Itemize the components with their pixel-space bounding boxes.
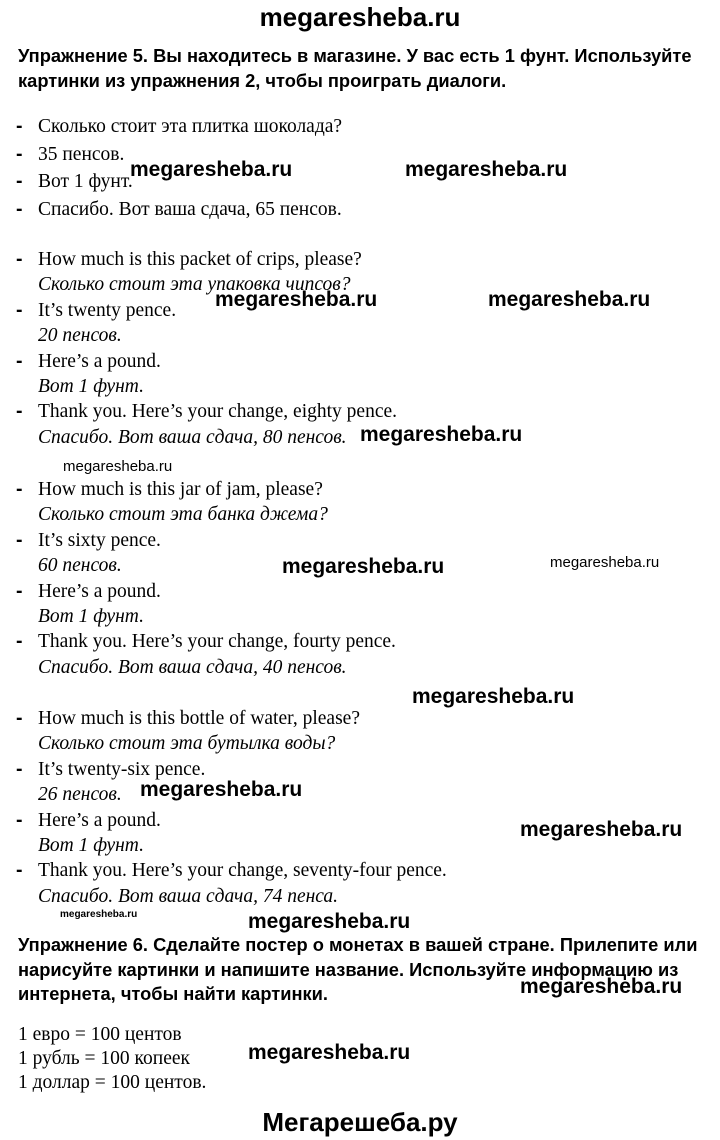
heading-line: Упражнение 6. Сделайте постер о монетах в вашей стране. Прилепите или xyxy=(18,934,698,955)
watermark: megaresheba.ru xyxy=(282,555,445,578)
dash-marker: - xyxy=(16,248,23,270)
dash-marker: - xyxy=(16,630,23,653)
watermark: megaresheba.ru xyxy=(140,778,303,801)
exercise-5-heading xyxy=(18,43,692,93)
dialog-line-english xyxy=(16,247,397,272)
dialog-line-english xyxy=(16,808,447,833)
dialog-line-english xyxy=(16,858,447,883)
dash-marker: - xyxy=(16,197,23,220)
heading-line: картинки из упражнения 2, чтобы проиграть диалоги. xyxy=(18,70,507,91)
line-text: It’s twenty pence. xyxy=(38,299,177,321)
heading-line: Упражнение 5. Вы находитесь в магазине. У вас есть 1 фунт. Используйте xyxy=(18,45,692,66)
dash-marker: - xyxy=(16,808,23,831)
dialog-line-translation: Вот 1 фунт. xyxy=(38,605,144,627)
dash-marker: - xyxy=(16,170,23,192)
watermark-small: megaresheba.ru xyxy=(63,458,173,475)
line-text: Thank you. Here’s your change, fourty pence. xyxy=(38,631,396,653)
dialog-line-english xyxy=(16,528,396,553)
line-text: How much is this jar of jam, please? xyxy=(38,479,323,500)
line-text: 35 пенсов. xyxy=(38,143,125,165)
dash-marker: - xyxy=(16,707,23,729)
conversion-line: 1 доллар = 100 центов. xyxy=(18,1072,207,1093)
dash-marker: - xyxy=(16,298,23,321)
dialog-line-translation: Сколько стоит эта бутылка воды? xyxy=(38,733,336,755)
dialog-line-english xyxy=(16,629,396,654)
dialog-line xyxy=(16,113,342,141)
line-text: Thank you. Here’s your change, eighty pence. xyxy=(38,401,397,423)
dialog-line-translation: 60 пенсов. xyxy=(38,555,122,577)
dash-marker: - xyxy=(16,349,23,372)
dialog-line-translation: Сколько стоит эта упаковка чипсов? xyxy=(38,274,351,296)
line-text: Сколько стоит эта плитка шоколада? xyxy=(38,116,343,137)
dash-marker: - xyxy=(16,400,23,423)
line-text: How much is this bottle of water, please? xyxy=(38,708,360,729)
watermark-small: megaresheba.ru xyxy=(550,554,660,571)
line-text: It’s twenty-six pence. xyxy=(38,758,206,780)
dialog-line-english xyxy=(16,706,447,731)
dialog-line xyxy=(16,196,342,224)
dialog-line-translation: 26 пенсов. xyxy=(38,784,122,806)
line-text: Спасибо. Вот ваша сдача, 65 пенсов. xyxy=(38,198,342,220)
line-text: Вот 1 фунт. xyxy=(38,171,133,192)
dialog-line-translation: 20 пенсов. xyxy=(38,325,122,347)
site-header: megaresheba.ru xyxy=(259,2,461,32)
dialog-line-translation: Спасибо. Вот ваша сдача, 74 пенса. xyxy=(38,885,339,907)
dialog-line-english xyxy=(16,579,396,604)
watermark: megaresheba.ru xyxy=(360,423,523,446)
dash-marker: - xyxy=(16,757,23,780)
dialog-line-translation: Спасибо. Вот ваша сдача, 80 пенсов. xyxy=(38,426,347,448)
dash-marker: - xyxy=(16,142,23,165)
dialog-line-english xyxy=(16,477,396,502)
dialog-line-translation: Спасибо. Вот ваша сдача, 40 пенсов. xyxy=(38,656,347,678)
conversion-line: 1 евро = 100 центов xyxy=(18,1024,182,1045)
dialog-line-translation: Сколько стоит эта банка джема? xyxy=(38,504,328,526)
dialog-line-translation: Вот 1 фунт. xyxy=(38,375,144,397)
line-text: How much is this packet of crips, please? xyxy=(38,249,362,270)
watermark: megaresheba.ru xyxy=(412,685,575,708)
heading-line: интернета, чтобы найти картинки. xyxy=(18,983,328,1004)
watermark: megaresheba.ru xyxy=(405,158,568,181)
line-text: It’s sixty pence. xyxy=(38,529,161,551)
line-text: Here’s a pound. xyxy=(38,580,161,602)
watermark: megaresheba.ru xyxy=(488,288,651,311)
currency-conversions xyxy=(18,1023,206,1095)
line-text: Here’s a pound. xyxy=(38,350,161,372)
dash-marker: - xyxy=(16,859,23,882)
heading-line: нарисуйте картинки и напишите название. Используйте информацию из xyxy=(18,958,679,980)
dialog-crisps xyxy=(16,247,397,450)
watermark: megaresheba.ru xyxy=(215,288,378,311)
dash-marker: - xyxy=(16,115,23,137)
dialog-line-translation: Вот 1 фунт. xyxy=(38,834,144,856)
watermark: megaresheba.ru xyxy=(520,975,683,998)
line-text: Here’s a pound. xyxy=(38,809,161,831)
watermark: megaresheba.ru xyxy=(130,158,293,181)
dash-marker: - xyxy=(16,528,23,551)
dialog-line-english xyxy=(16,399,397,424)
dialog-line-english xyxy=(16,349,397,374)
dash-marker: - xyxy=(16,478,23,500)
conversion-line: 1 рубль = 100 копеек xyxy=(18,1048,190,1069)
watermark: megaresheba.ru xyxy=(248,1041,411,1064)
line-text: Thank you. Here’s your change, seventy-four pence. xyxy=(38,860,447,882)
watermark: megaresheba.ru xyxy=(248,910,411,933)
watermark: megaresheba.ru xyxy=(520,818,683,841)
dialog-water xyxy=(16,706,447,909)
site-footer: Мегарешеба.ру xyxy=(262,1107,458,1137)
dash-marker: - xyxy=(16,579,23,602)
watermark-tiny: megaresheba.ru xyxy=(60,909,138,920)
